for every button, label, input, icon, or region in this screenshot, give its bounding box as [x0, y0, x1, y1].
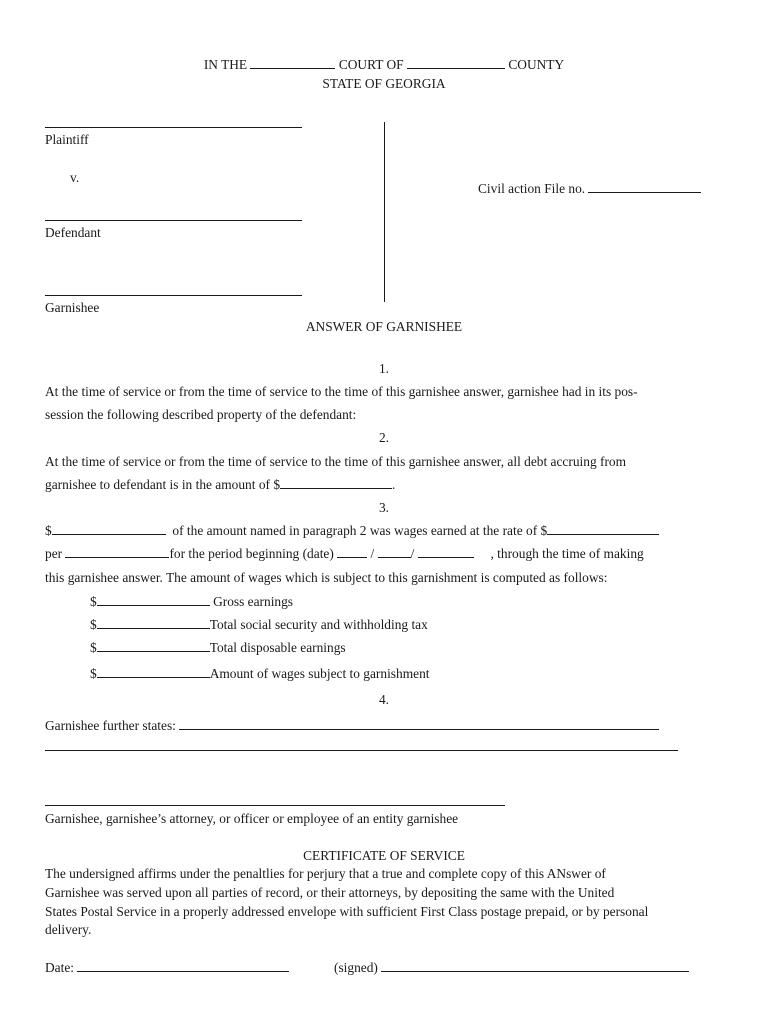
date-year-blank[interactable] — [418, 556, 474, 558]
court-heading — [0, 57, 768, 73]
date-blank[interactable] — [77, 970, 289, 972]
certificate-line-4: delivery. — [45, 922, 92, 937]
paragraph-3-line-3: this garnishee answer. The amount of wages which is subject to this garnishment is computed as follows: — [45, 570, 608, 585]
paragraph-2-line-1: At the time of service or from the time of service to the time of this garnishee answer, all debt accruing from — [45, 454, 627, 469]
in-the-label: IN THE — [203, 57, 248, 72]
county-label: COUNTY — [508, 57, 565, 72]
certificate-line-1: The undersigned affirms under the penaltlies for perjury that a true and complete copy of this ANswer of — [45, 866, 606, 881]
file-number-blank[interactable] — [588, 191, 701, 193]
paragraph-3-line-2: per for the period beginning (date) / / , through the time of making — [45, 546, 644, 561]
garnishee-signature-line[interactable] — [45, 805, 505, 806]
certificate-title: CERTIFICATE OF SERVICE — [303, 848, 465, 863]
paragraph-1-line-1: At the time of service or from the time of service to the time of this garnishee answer, garnishee had in its pos- — [45, 384, 638, 399]
plaintiff-label: Plaintiff — [45, 132, 89, 147]
further-states-line-2[interactable] — [45, 750, 678, 751]
state-heading: STATE OF GEORGIA — [322, 76, 446, 91]
wage-item-subject: $ Amount of wages subject to garnishment — [90, 666, 430, 681]
debt-amount-blank[interactable] — [280, 487, 392, 489]
date-month-blank[interactable] — [337, 556, 367, 558]
paragraph-3-number: 3. — [378, 500, 390, 515]
signer-label: Garnishee, garnishee’s attorney, or officer or employee of an entity garnishee — [45, 811, 459, 826]
wage-rate-blank[interactable] — [547, 533, 659, 535]
paragraph-1-line-2: session the following described property of the defendant: — [45, 407, 357, 422]
civil-action-row — [478, 181, 701, 197]
versus-label: v. — [70, 170, 80, 185]
paragraph-4-line: Garnishee further states: — [45, 718, 659, 734]
plaintiff-line[interactable] — [45, 127, 302, 128]
tax-blank[interactable] — [97, 627, 210, 629]
wages-subject-blank[interactable] — [97, 676, 210, 678]
document-title: ANSWER OF GARNISHEE — [305, 319, 463, 334]
garnishee-line[interactable] — [45, 295, 302, 296]
paragraph-4-number: 4. — [378, 692, 390, 707]
caption-divider — [384, 122, 385, 302]
paragraph-3-line-1: $ of the amount named in paragraph 2 was wages earned at the rate of $ — [45, 523, 659, 539]
wage-item-gross: $ Gross earnings — [90, 594, 294, 609]
civil-action-label: Civil action File no. — [478, 181, 586, 196]
date-day-blank[interactable] — [378, 556, 411, 558]
defendant-line[interactable] — [45, 220, 302, 221]
wage-item-disposable: $ Total disposable earnings — [90, 640, 346, 655]
court-of-label: COURT OF — [338, 57, 404, 72]
signed-blank[interactable] — [381, 970, 689, 972]
gross-earnings-blank[interactable] — [97, 604, 210, 606]
disposable-earnings-blank[interactable] — [97, 650, 210, 652]
court-name-blank[interactable] — [250, 67, 335, 69]
per-period-blank[interactable] — [65, 556, 169, 558]
defendant-label: Defendant — [45, 225, 101, 240]
paragraph-2-line-2: garnishee to defendant is in the amount of $ . — [45, 477, 396, 492]
garnishee-label: Garnishee — [45, 300, 100, 315]
county-name-blank[interactable] — [407, 67, 505, 69]
wage-item-tax: $ Total social security and withholding tax — [90, 617, 428, 632]
further-states-blank[interactable] — [179, 728, 659, 730]
date-row — [45, 960, 289, 976]
signed-row — [334, 960, 689, 976]
paragraph-2-number: 2. — [378, 430, 390, 445]
date-label: Date: — [45, 960, 74, 975]
paragraph-1-number: 1. — [378, 361, 390, 376]
wages-amount-blank[interactable] — [52, 533, 166, 535]
certificate-line-2: Garnishee was served upon all parties of record, or their attorneys, by depositing the same with the United — [45, 885, 615, 900]
certificate-line-3: States Postal Service in a properly addressed envelope with sufficient First Class postage prepaid, or by personal — [45, 904, 649, 919]
signed-label: (signed) — [334, 960, 378, 975]
